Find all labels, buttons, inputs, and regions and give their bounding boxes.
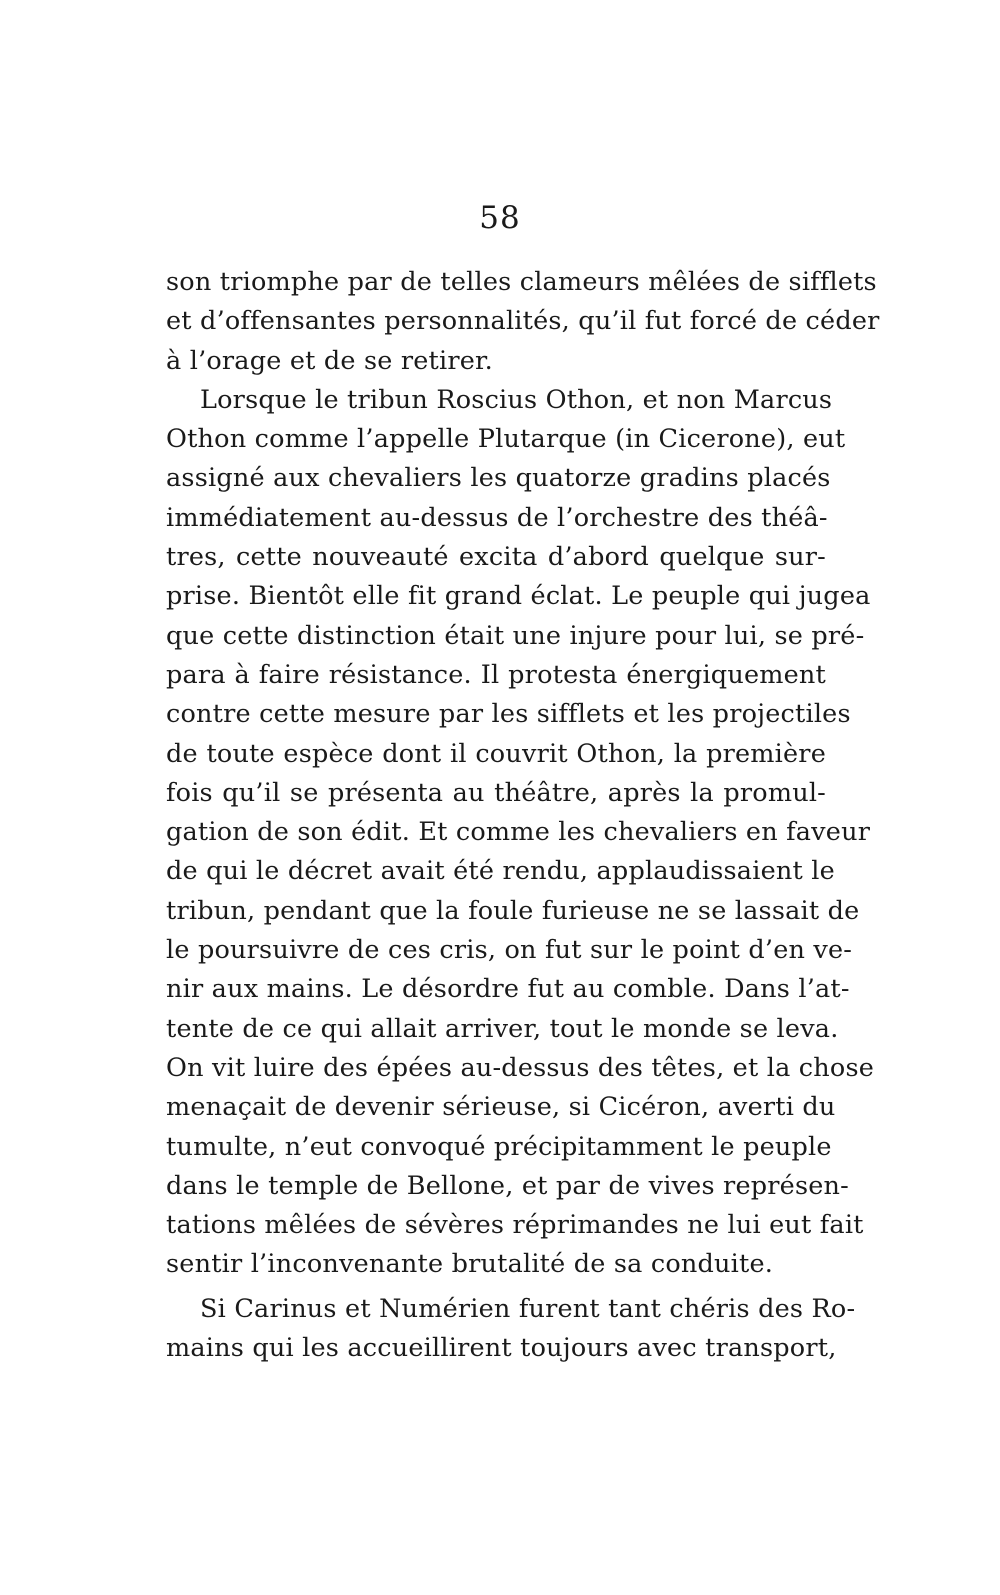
- text-line: mains qui les accueillirent toujours avec transport,: [166, 1333, 837, 1364]
- text-line: et d’offensantes personnalités, qu’il fut forcé de céder: [166, 306, 880, 337]
- text-line: sentir l’inconvenante brutalité de sa conduite.: [166, 1249, 774, 1280]
- text-line: menaçait de devenir sérieuse, si Cicéron, averti du: [166, 1092, 836, 1123]
- text-line: à l’orage et de se retirer.: [166, 345, 493, 376]
- text-line: nir aux mains. Le désordre fut au comble. Dans l’at-: [166, 974, 850, 1005]
- text-line: tres, cette nouveauté excita d’abord quelque sur-: [166, 542, 826, 573]
- text-line: son triomphe par de telles clameurs mêlées de sifflets: [166, 267, 877, 297]
- text-line: On vit luire des épées au-dessus des têtes, et la chose: [166, 1052, 875, 1083]
- text-line: contre cette mesure par les sifflets et les projectiles: [166, 699, 851, 730]
- text-line: le poursuivre de ces cris, on fut sur le point d’en ve-: [166, 935, 853, 966]
- text-line: de toute espèce dont il couvrit Othon, la première: [166, 738, 826, 769]
- text-line: tumulte, n’eut convoqué précipitamment le peuple: [166, 1131, 832, 1162]
- text-line: Lorsque le tribun Roscius Othon, et non Marcus: [200, 384, 833, 415]
- page-number: 58: [479, 200, 521, 236]
- text-line: tribun, pendant que la foule furieuse ne se lassait de: [166, 895, 860, 926]
- text-line: immédiatement au-dessus de l’orchestre des théâ-: [166, 502, 828, 533]
- text-line: fois qu’il se présenta au théâtre, après la promul-: [166, 777, 826, 808]
- text-line: gation de son édit. Et comme les chevaliers en faveur: [166, 817, 871, 848]
- text-line: tente de ce qui allait arriver, tout le monde se leva.: [166, 1013, 839, 1044]
- body-text: [166, 263, 880, 1368]
- text-line: que cette distinction était une injure pour lui, se pré-: [166, 620, 865, 651]
- text-line: Si Carinus et Numérien furent tant chéris des Ro-: [200, 1293, 856, 1324]
- text-line: Othon comme l’appelle Plutarque (in Cicerone), eut: [166, 424, 846, 455]
- text-line: de qui le décret avait été rendu, applaudissaient le: [166, 856, 835, 887]
- text-line: prise. Bientôt elle fit grand éclat. Le peuple qui jugea: [166, 581, 871, 612]
- text-line: assigné aux chevaliers les quatorze gradins placés: [166, 463, 831, 494]
- text-line: tations mêlées de sévères réprimandes ne lui eut fait: [166, 1210, 864, 1241]
- text-line: dans le temple de Bellone, et par de vives représen-: [166, 1170, 849, 1201]
- text-line: para à faire résistance. Il protesta énergiquement: [166, 659, 826, 690]
